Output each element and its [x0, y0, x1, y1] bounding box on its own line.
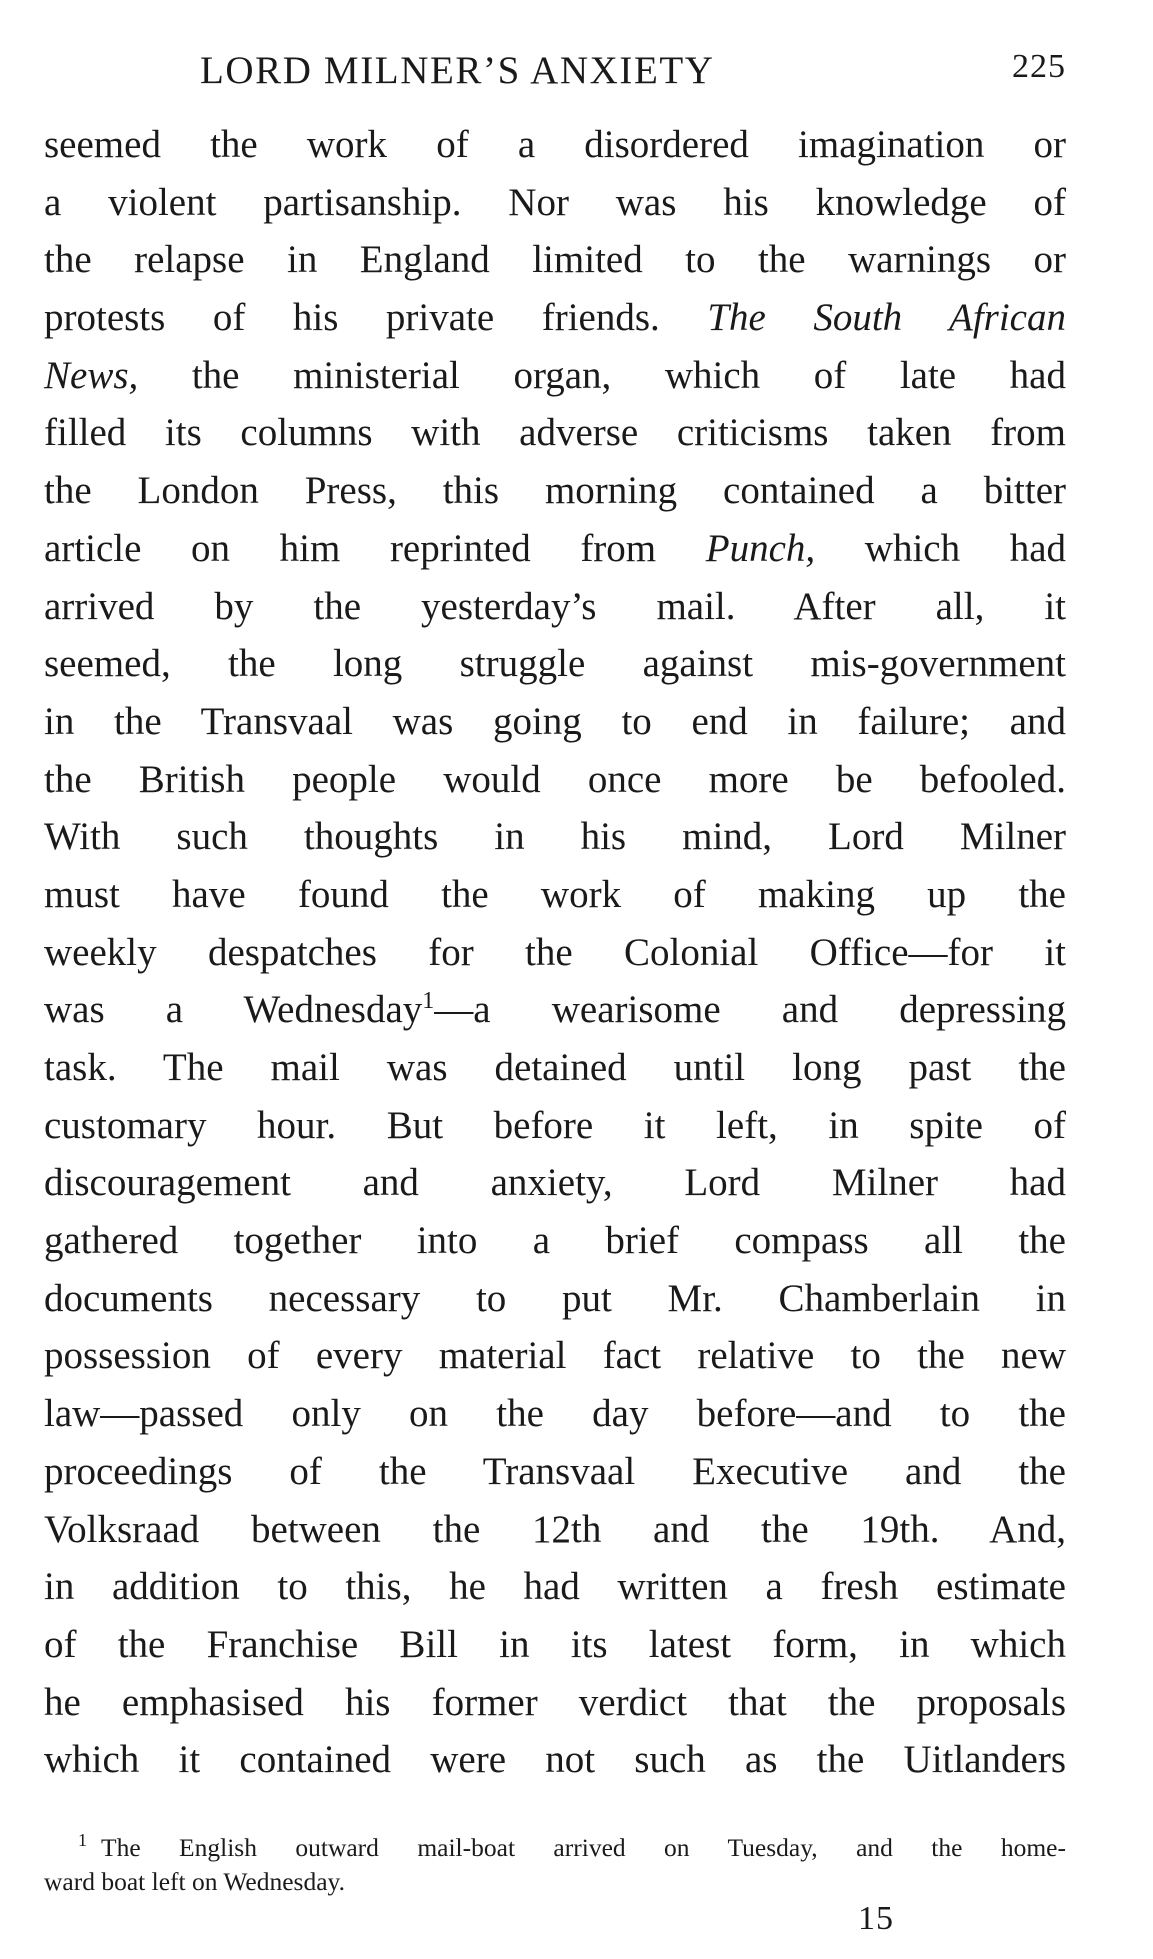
text-line: the London Press, this morning contained a bitter: [44, 469, 1066, 513]
text-line: possession of every material fact relative to the new: [44, 1334, 1066, 1378]
text-line: gathered together into a brief compass all the: [44, 1219, 1066, 1263]
running-title: LORD MILNER’S ANXIETY: [200, 49, 715, 92]
body-text: [44, 116, 1066, 1789]
text-line: in addition to this, he had written a fresh estimate: [44, 1565, 1066, 1609]
text-line: arrived by the yesterday’s mail. After all, it: [44, 584, 1066, 628]
italic-title-news: News,: [44, 353, 139, 397]
text-line: discouragement and anxiety, Lord Milner had: [44, 1161, 1066, 1205]
text-segment: was a Wednesday: [44, 988, 423, 1032]
text-segment: which had: [864, 526, 1067, 570]
text-line: weekly despatches for the Colonial Office—for it: [44, 930, 1066, 974]
text-line: With such thoughts in his mind, Lord Milner: [44, 815, 1066, 859]
text-line: a violent partisanship. Nor was his knowledge of: [44, 180, 1066, 224]
text-segment: —a wearisome and depressing: [434, 988, 1066, 1032]
text-line: [44, 981, 1066, 1039]
text-segment: the ministerial organ, which of late had: [191, 353, 1066, 397]
footnote-marker: 1: [78, 1830, 87, 1850]
text-line: the British people would once more be befooled.: [44, 757, 1066, 801]
text-segment: article on him reprinted from: [44, 526, 657, 570]
footnote-reference: 1: [422, 988, 435, 1015]
text-line: law—passed only on the day before—and to the: [44, 1392, 1066, 1436]
text-line: documents necessary to put Mr. Chamberlain in: [44, 1276, 1066, 1320]
footnote: [44, 1831, 1066, 1899]
text-line: [44, 520, 1066, 578]
text-line: [44, 289, 1066, 347]
text-line: the relapse in England limited to the warnings or: [44, 238, 1066, 282]
text-line: he emphasised his former verdict that the proposals: [44, 1680, 1066, 1724]
text-line: task. The mail was detained until long past the: [44, 1046, 1066, 1089]
text-line: proceedings of the Transvaal Executive and the: [44, 1449, 1066, 1493]
text-line: Volksraad between the 12th and the 19th. And,: [44, 1507, 1066, 1551]
text-line: seemed, the long struggle against mis-government: [44, 642, 1066, 686]
text-line: of the Franchise Bill in its latest form, in which: [44, 1622, 1066, 1666]
italic-title-punch: Punch,: [705, 526, 816, 570]
text-line: seemed the work of a disordered imagination or: [44, 123, 1066, 166]
text-line: [44, 347, 1066, 405]
text-line: which it contained were not such as the Uitlanders: [44, 1738, 1066, 1782]
text-line: in the Transvaal was going to end in failure; and: [44, 699, 1066, 743]
text-segment: protests of his private friends.: [44, 296, 660, 340]
text-line: filled its columns with adverse criticisms taken from: [44, 411, 1066, 455]
text-line: customary hour. But before it left, in spite of: [44, 1103, 1066, 1147]
footnote-text: The English outward mail-boat arrived on Tuesday, and the home-: [101, 1833, 1066, 1862]
italic-title-south-african-news: The South African: [707, 296, 1066, 340]
running-head: [44, 48, 1066, 102]
footnote-line: ward boat left on Wednesday.: [44, 1867, 346, 1896]
text-line: must have found the work of making up the: [44, 872, 1066, 916]
footnote-line: [44, 1831, 1066, 1865]
signature-mark: 15: [858, 1900, 894, 1937]
page-number: 225: [1012, 48, 1066, 85]
